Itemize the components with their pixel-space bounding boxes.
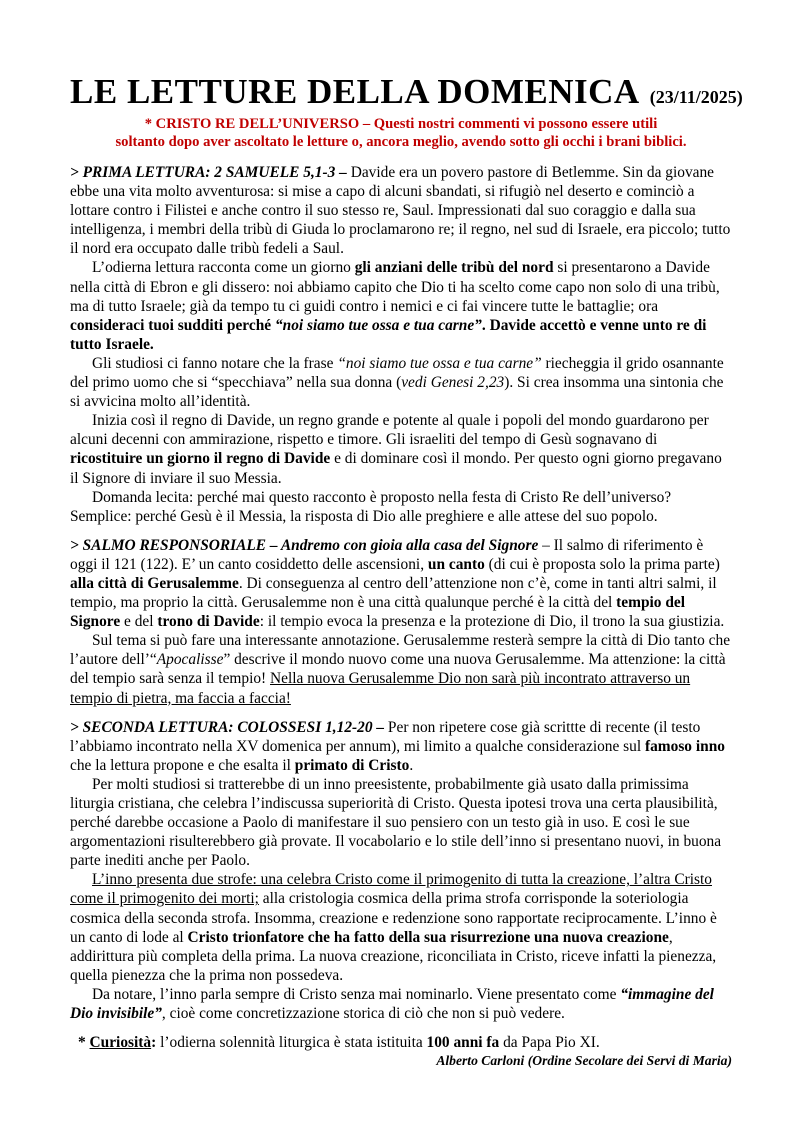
document-header bbox=[70, 72, 743, 151]
text-run: alla città di Gerusalemme bbox=[70, 574, 239, 592]
text-run: L’odierna lettura racconta come un giorno bbox=[92, 259, 355, 277]
text-run: “noi siamo tue ossa e tua carne” bbox=[274, 316, 482, 334]
text-run: “noi siamo tue ossa e tua carne” bbox=[337, 354, 542, 372]
text-run: Per molti studiosi si tratterebbe di un inno preesistente, probabilmente già usato dalla primissima liturgia cristiana, che celebra l’indiscussa superiorità di Cristo. Questa ipotesi trova una certa plausibilità, perché darebbe occasione a Paolo di manifestare il suo pensiero con un testo già in uso. E così le sue argomentazioni risulterebbero già provate. Il vocabolario e lo stile dell’inno si presentano nuovi, in buona parte inediti anche per Paolo. bbox=[70, 775, 722, 870]
text-run: Nella nuova Gerusalemme Dio non sarà più incontrato attraverso un tempio di pietra, ma faccia a faccia! bbox=[70, 670, 691, 707]
text-run: , addirittura più completa della prima. La nuova creazione, riconciliata in Cristo, riceve infatti la pienezza, quella pienezza che la prima non possedeva. bbox=[70, 928, 717, 984]
page-subtitle bbox=[70, 116, 732, 151]
paragraph-curiosita bbox=[70, 1033, 732, 1052]
text-run: (di cui è proposta solo la prima parte) bbox=[484, 555, 720, 573]
text-run: Davide era un povero pastore di Betlemme. Sin da giovane ebbe una vita molto avventurosa: si mise a capo di alcuni sbandati, si rifugiò nel deserto e cominciò a lottare contro i Filistei e anche contro il suo stesso re, Saul. Impressionati dal suo coraggio e dalla sua intelligenza, i membri della tribù di Giuda lo proclamarono re; il regno, nel sud di Israele, era piccolo; tutto il nord era occupato dalle tribù fedeli a Saul. bbox=[70, 164, 731, 258]
subtitle-line-1: * CRISTO RE DELL’UNIVERSO – Questi nostri commenti vi possono essere utili bbox=[144, 116, 658, 132]
text-run: ricostituire un giorno il regno di Davide bbox=[70, 450, 331, 468]
text-run: > SECONDA LETTURA: COLOSSESI 1,12-20 – bbox=[70, 718, 388, 736]
text-run: alla cristologia cosmica della prima strofa corrisponde la soteriologia cosmica della seconda strofa. Insomma, creazione e redenzione sono rapportate reciprocamente. L’inno è un canto di lode al bbox=[70, 890, 717, 946]
text-run: e del bbox=[120, 613, 158, 631]
paragraph-inno-due-strofe bbox=[70, 870, 732, 985]
text-run: consideraci tuoi sudditi perché bbox=[70, 316, 275, 334]
subtitle-line-2: soltanto dopo aver ascoltato le letture o, ancora meglio, avendo sotto gli occhi i brani biblici. bbox=[115, 133, 687, 150]
text-run: Cristo trionfatore che ha fatto della sua risurrezione una nuova creazione bbox=[187, 928, 669, 946]
text-run: , cioè come concretizzazione storica di ciò che non si può vedere. bbox=[161, 1005, 565, 1023]
paragraph-seconda-lettura-header bbox=[70, 718, 732, 775]
page-title: LE LETTURE DELLA DOMENICA bbox=[70, 72, 640, 111]
paragraph-odierna-lettura bbox=[70, 258, 732, 353]
title-line bbox=[70, 72, 743, 112]
text-run: vedi Genesi 2,23 bbox=[401, 374, 505, 392]
text-run: Da notare, l’inno parla sempre di Cristo senza mai nominarlo. Viene presentato come bbox=[92, 985, 621, 1003]
paragraph-da-notare bbox=[70, 985, 732, 1023]
text-run: ). Si crea insomma una sintonia che si avvicina molto all’identità. bbox=[70, 374, 724, 411]
paragraph-domanda-lecita bbox=[70, 488, 732, 526]
text-run: Curiosità bbox=[89, 1034, 152, 1052]
text-run: tempio del Signore bbox=[70, 594, 685, 631]
document-body bbox=[70, 163, 732, 1069]
text-run: che la lettura propone e che esalta il bbox=[70, 756, 295, 774]
text-run: riecheggia il grido osannante del primo uomo che si “specchiava” nella sua donna ( bbox=[70, 354, 724, 392]
text-run: . bbox=[409, 756, 414, 774]
text-run: 100 anni fa bbox=[426, 1034, 500, 1052]
text-run: Inizia così il regno di Davide, un regno grande e potente al quale i popoli del mondo guardarono per alcuni decenni con ammirazione, rispetto e timore. Gli israeliti del tempo di Gesù sognavano di bbox=[70, 412, 709, 449]
text-run: Alberto Carloni (Ordine Secolare dei Servi di Maria) bbox=[436, 1053, 732, 1069]
text-run: famoso inno bbox=[644, 737, 725, 755]
text-run: ” descrive il mondo nuovo come una nuova Gerusalemme. Ma attenzione: la città del tempio sarà senza il tempio! bbox=[70, 651, 726, 688]
paragraph-prima-lettura-header bbox=[70, 163, 732, 258]
text-run: > PRIMA LETTURA: 2 SAMUELE 5,1-3 – bbox=[70, 164, 351, 181]
paragraph-regno-davide bbox=[70, 411, 732, 487]
paragraph-molti-studiosi bbox=[70, 775, 732, 870]
text-run: Sul tema si può fare una interessante annotazione. Gerusalemme resterà sempre la città di Dio tanto che l’autore dell’“ bbox=[70, 632, 731, 669]
text-run: l’odierna solennità liturgica è stata istituita bbox=[156, 1034, 427, 1052]
text-run: Domanda lecita: perché mai questo racconto è proposto nella festa di Cristo Re dell’universo? Semplice: perché Gesù è il Messia, la risposta di Dio alle preghiere e alle attese del suo popolo. bbox=[70, 488, 672, 525]
text-run: . Di conseguenza al centro dell’attenzione non c’è, come in tanti altri salmi, il tempio, ma proprio la città. Gerusalemme non è una città qualunque perché è la città del bbox=[70, 574, 717, 612]
text-run: da Papa Pio XI. bbox=[499, 1034, 600, 1052]
text-run: : il tempio evoca la presenza e la protezione di Dio, il trono la sua giustizia. bbox=[259, 613, 725, 631]
paragraph-sul-tema bbox=[70, 631, 732, 707]
text-run: si presentarono a Davide nella città di Ebron e gli dissero: noi abbiamo capito che Dio ti ha scelto come capo non solo di una tribù, ma di tutto Israele; già da tempo tu ci guidi contro i nemici e ci fai vincere tutte le battaglie; ora bbox=[70, 259, 720, 315]
text-run: trono di Davide bbox=[157, 613, 260, 631]
paragraph-attribution bbox=[70, 1052, 732, 1069]
text-run: > SALMO RESPONSORIALE – Andremo con gioia alla casa del Signore bbox=[70, 536, 539, 554]
text-run: Gli studiosi ci fanno notare che la frase bbox=[92, 354, 338, 372]
text-run: L’inno presenta due strofe: una celebra Cristo come il primogenito di tutta la creazione, l’altra Cristo come il primogenito dei morti; bbox=[70, 871, 712, 908]
paragraph-salmo-header bbox=[70, 536, 732, 631]
paragraph-studiosi bbox=[70, 354, 732, 411]
text-run: “immagine del Dio invisibile” bbox=[70, 985, 714, 1023]
page-date: (23/11/2025) bbox=[649, 87, 743, 107]
text-run: gli anziani delle tribù del nord bbox=[354, 259, 554, 277]
text-run: * bbox=[78, 1034, 90, 1052]
text-run: primato di Cristo bbox=[294, 756, 410, 774]
text-run: . Davide accettò e venne unto re di tutto Israele. bbox=[70, 316, 707, 353]
text-run: – Il salmo di riferimento è oggi il 121 (122). E’ un canto cosiddetto delle ascensioni, bbox=[70, 536, 704, 573]
text-run: e di dominare così il mondo. Per questo ogni giorno pregavano il Signore di inviare il suo Messia. bbox=[70, 450, 722, 487]
text-run: Apocalisse bbox=[156, 651, 224, 669]
text-run: un canto bbox=[427, 555, 485, 573]
text-run: : bbox=[151, 1034, 157, 1052]
text-run: Per non ripetere cose già scrittte di recente (il testo l’abbiamo incontrato nella XV domenica per annum), mi limito a qualche considerazione sul bbox=[70, 718, 701, 755]
